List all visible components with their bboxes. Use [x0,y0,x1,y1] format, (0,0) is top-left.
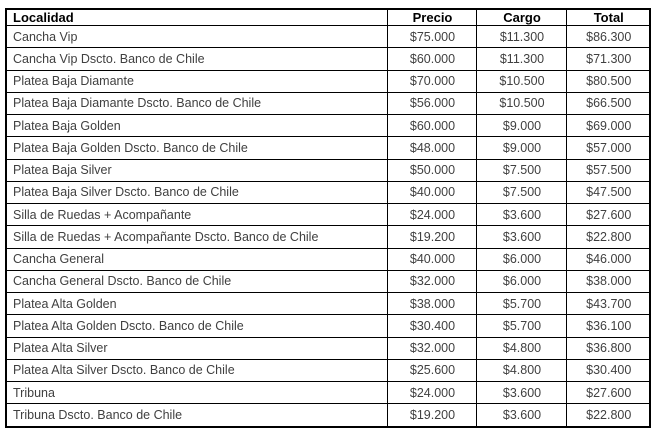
cell-cargo: $5.700 [476,315,566,337]
cell-precio: $60.000 [387,48,476,70]
cell-precio: $24.000 [387,382,476,404]
cell-cargo: $3.600 [476,382,566,404]
table-row [6,159,650,181]
cell-total: $22.800 [566,404,650,427]
cell-precio: $32.000 [387,270,476,292]
cell-cargo: $11.300 [476,26,566,48]
cell-cargo: $7.500 [476,181,566,203]
cell-precio: $24.000 [387,204,476,226]
table-row [6,226,650,248]
cell-cargo: $6.000 [476,248,566,270]
header-localidad: Localidad [6,9,387,26]
cell-total: $27.600 [566,382,650,404]
cell-localidad: Platea Baja Silver [6,159,387,181]
cell-total: $57.500 [566,159,650,181]
cell-total: $38.000 [566,270,650,292]
cell-cargo: $4.800 [476,359,566,381]
cell-cargo: $10.500 [476,92,566,114]
table-row [6,115,650,137]
cell-total: $22.800 [566,226,650,248]
cell-localidad: Platea Baja Diamante [6,70,387,92]
cell-precio: $56.000 [387,92,476,114]
cell-precio: $50.000 [387,159,476,181]
table-row [6,404,650,427]
cell-localidad: Cancha General Dscto. Banco de Chile [6,270,387,292]
cell-localidad: Platea Baja Golden [6,115,387,137]
cell-localidad: Platea Baja Silver Dscto. Banco de Chile [6,181,387,203]
cell-cargo: $3.600 [476,226,566,248]
cell-total: $36.100 [566,315,650,337]
cell-precio: $70.000 [387,70,476,92]
cell-precio: $60.000 [387,115,476,137]
table-row [6,293,650,315]
table-row [6,26,650,48]
table-row [6,204,650,226]
cell-cargo: $6.000 [476,270,566,292]
cell-total: $86.300 [566,26,650,48]
cell-total: $30.400 [566,359,650,381]
header-precio: Precio [387,9,476,26]
cell-precio: $38.000 [387,293,476,315]
cell-precio: $19.200 [387,226,476,248]
cell-total: $66.500 [566,92,650,114]
cell-total: $46.000 [566,248,650,270]
cell-localidad: Cancha Vip [6,26,387,48]
price-table [5,8,651,428]
cell-cargo: $3.600 [476,204,566,226]
cell-cargo: $3.600 [476,404,566,427]
cell-localidad: Platea Alta Golden [6,293,387,315]
cell-total: $57.000 [566,137,650,159]
table-row [6,48,650,70]
cell-total: $43.700 [566,293,650,315]
cell-total: $71.300 [566,48,650,70]
table-row [6,248,650,270]
table-row [6,382,650,404]
cell-localidad: Platea Alta Silver Dscto. Banco de Chile [6,359,387,381]
cell-cargo: $11.300 [476,48,566,70]
table-row [6,270,650,292]
cell-total: $36.800 [566,337,650,359]
cell-cargo: $9.000 [476,137,566,159]
cell-precio: $48.000 [387,137,476,159]
table-row [6,137,650,159]
header-cargo: Cargo [476,9,566,26]
table-row [6,315,650,337]
table-row [6,92,650,114]
cell-cargo: $7.500 [476,159,566,181]
table-row [6,70,650,92]
cell-localidad: Tribuna [6,382,387,404]
cell-precio: $40.000 [387,248,476,270]
table-row [6,181,650,203]
cell-localidad: Platea Baja Golden Dscto. Banco de Chile [6,137,387,159]
cell-localidad: Cancha Vip Dscto. Banco de Chile [6,48,387,70]
cell-cargo: $10.500 [476,70,566,92]
cell-precio: $19.200 [387,404,476,427]
table-body [6,26,650,428]
table-row [6,337,650,359]
cell-localidad: Silla de Ruedas + Acompañante Dscto. Banco de Chile [6,226,387,248]
cell-precio: $40.000 [387,181,476,203]
header-row [6,9,650,26]
header-total: Total [566,9,650,26]
cell-localidad: Silla de Ruedas + Acompañante [6,204,387,226]
cell-localidad: Platea Alta Golden Dscto. Banco de Chile [6,315,387,337]
cell-localidad: Cancha General [6,248,387,270]
cell-precio: $75.000 [387,26,476,48]
cell-cargo: $5.700 [476,293,566,315]
cell-cargo: $4.800 [476,337,566,359]
cell-total: $80.500 [566,70,650,92]
cell-total: $69.000 [566,115,650,137]
cell-localidad: Platea Alta Silver [6,337,387,359]
cell-precio: $25.600 [387,359,476,381]
table-row [6,359,650,381]
cell-total: $27.600 [566,204,650,226]
cell-localidad: Tribuna Dscto. Banco de Chile [6,404,387,427]
cell-precio: $32.000 [387,337,476,359]
cell-total: $47.500 [566,181,650,203]
cell-localidad: Platea Baja Diamante Dscto. Banco de Chile [6,92,387,114]
cell-precio: $30.400 [387,315,476,337]
cell-cargo: $9.000 [476,115,566,137]
